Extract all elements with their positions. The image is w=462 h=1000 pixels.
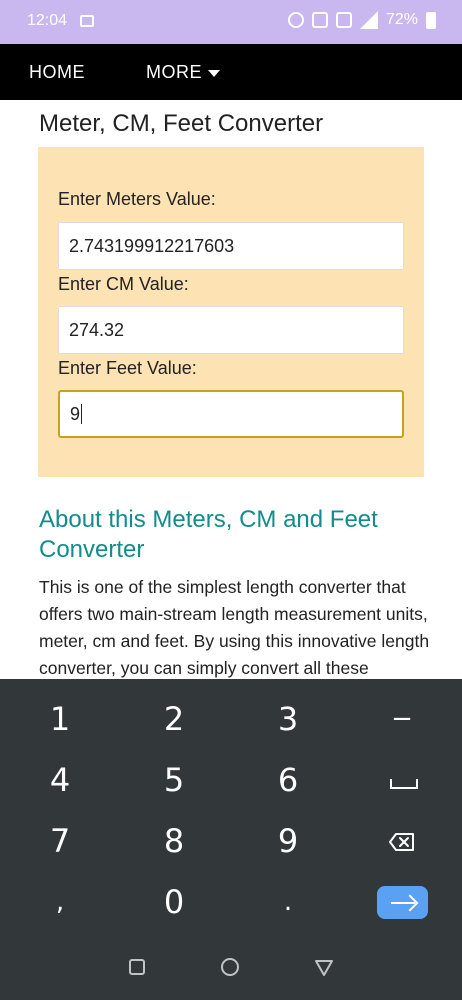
space-icon[interactable]	[390, 779, 418, 789]
key-4[interactable]: 4	[49, 761, 71, 799]
back-icon[interactable]	[314, 959, 334, 977]
top-navbar	[0, 44, 462, 100]
status-icons	[288, 11, 436, 29]
nav-more-menu[interactable]	[146, 62, 220, 83]
vibrate-icon	[336, 12, 352, 28]
key-period[interactable]: .	[283, 887, 293, 917]
status-bar	[0, 0, 462, 44]
key-8[interactable]: 8	[163, 822, 185, 860]
recent-apps-icon[interactable]	[129, 959, 145, 975]
caret-down-icon	[208, 70, 220, 77]
meters-label: Enter Meters Value:	[58, 189, 216, 209]
arrow-right-icon	[391, 902, 415, 904]
key-0[interactable]: 0	[163, 883, 185, 921]
text-cursor	[81, 404, 82, 424]
key-1[interactable]: 1	[49, 700, 71, 738]
cm-input[interactable]	[58, 306, 404, 354]
feet-input-value: 9	[70, 403, 81, 424]
meters-input[interactable]	[58, 222, 404, 270]
enter-button[interactable]	[377, 886, 428, 919]
battery-icon	[426, 12, 436, 29]
numeric-keyboard	[0, 679, 462, 1000]
key-2[interactable]: 2	[163, 700, 185, 738]
hotspot-icon	[288, 12, 304, 28]
key-minus[interactable]: −	[391, 704, 413, 734]
key-comma[interactable]: ,	[55, 887, 65, 917]
feet-label: Enter Feet Value:	[58, 358, 197, 378]
backspace-icon[interactable]	[389, 832, 415, 852]
battery-percent: 72%	[385, 11, 418, 28]
home-icon[interactable]	[221, 958, 239, 976]
image-icon	[80, 15, 94, 27]
signal-icon	[360, 11, 378, 29]
cm-label: Enter CM Value:	[58, 274, 189, 294]
nav-more-label: MORE	[146, 62, 202, 82]
key-5[interactable]: 5	[163, 761, 185, 799]
feet-input[interactable]	[58, 390, 404, 438]
about-heading: About this Meters, CM and Feet Converter	[39, 506, 378, 563]
key-7[interactable]: 7	[49, 822, 71, 860]
converter-panel	[38, 147, 424, 477]
key-3[interactable]: 3	[277, 700, 299, 738]
system-nav-bar	[0, 944, 462, 1000]
about-paragraph: This is one of the simplest length converter that offers two main-stream length measurement units, meter, cm and feet. By using this innovative length converter, you can simply convert all these	[39, 577, 430, 678]
status-time: 12:04	[27, 12, 68, 29]
volte-icon	[312, 12, 328, 28]
page-title: Meter, CM, Feet Converter	[39, 110, 324, 137]
key-9[interactable]: 9	[277, 822, 299, 860]
key-6[interactable]: 6	[277, 761, 299, 799]
nav-home-link[interactable]: HOME	[29, 62, 85, 82]
